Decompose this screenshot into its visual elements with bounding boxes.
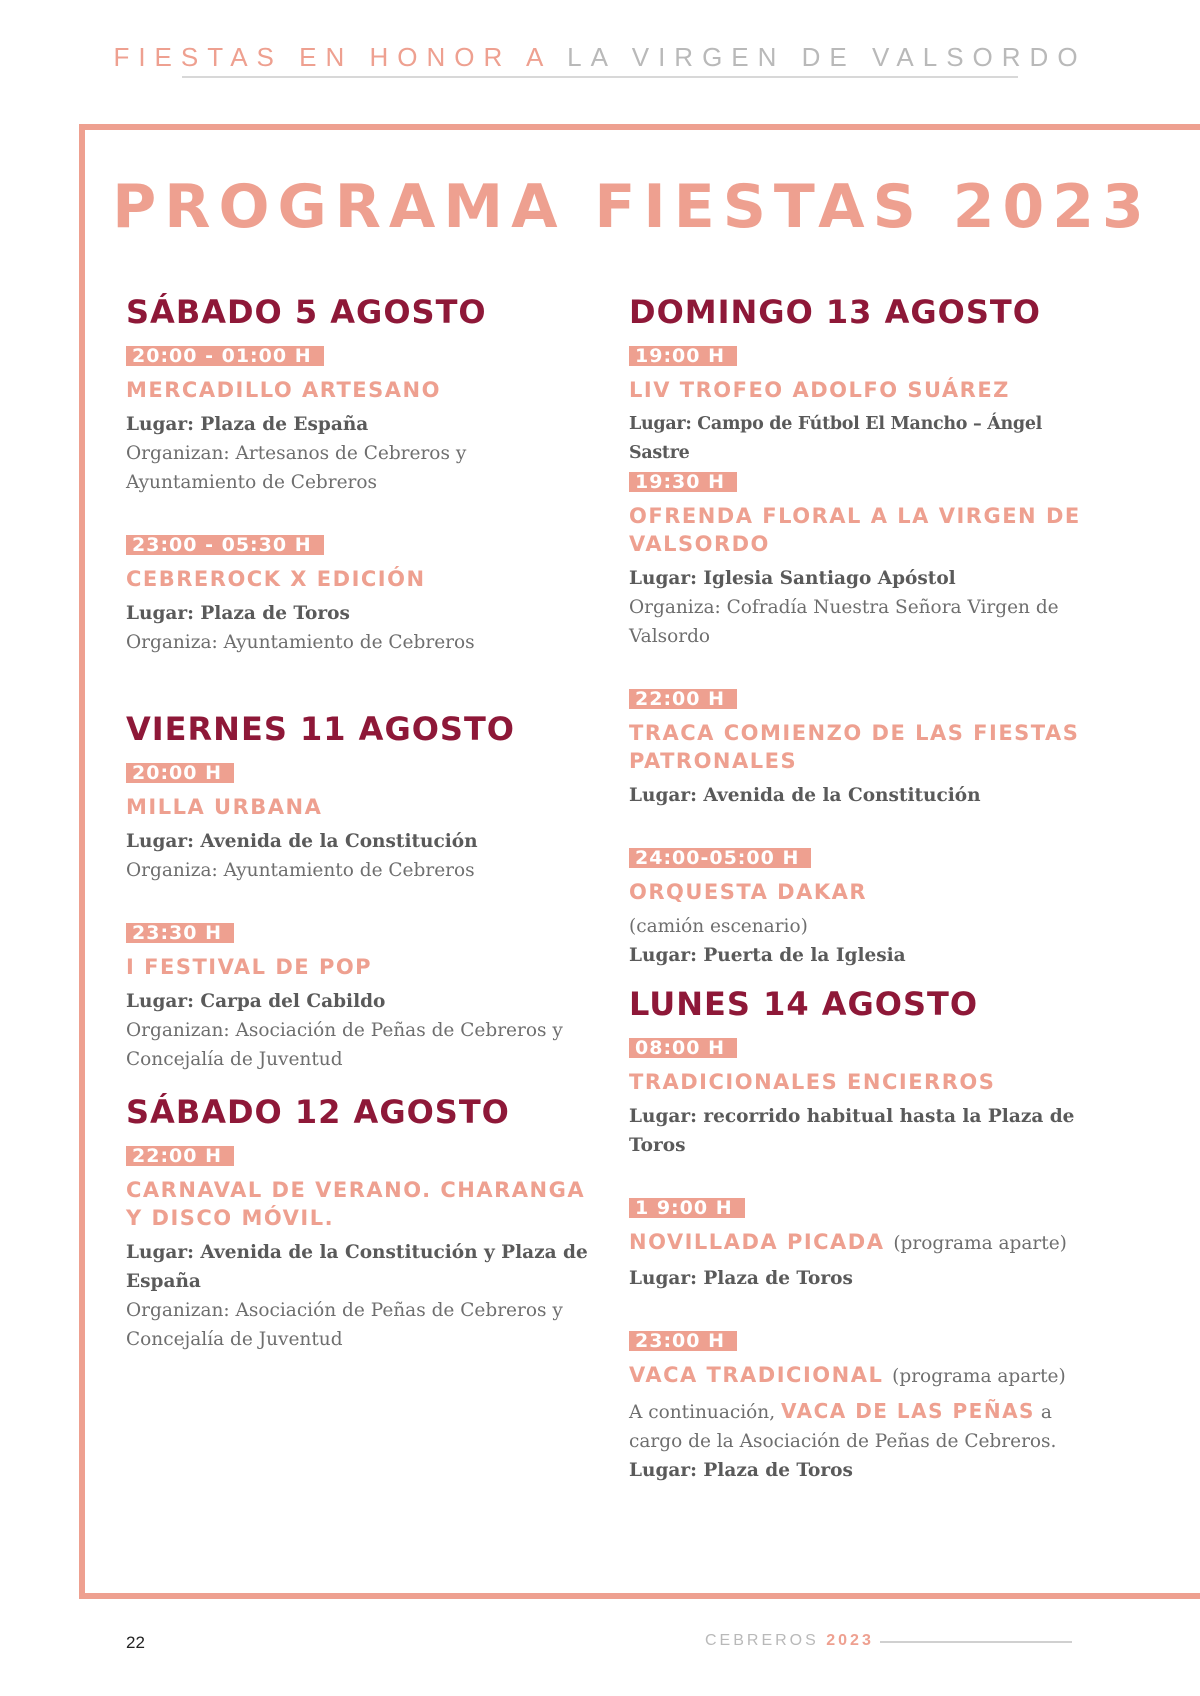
event-description bbox=[629, 1397, 1099, 1456]
event-title: TRADICIONALES ENCIERROS bbox=[629, 1070, 996, 1094]
event-place: Lugar: Avenida de la Constitución bbox=[126, 831, 478, 852]
event-organizer: Organizan: Asociación de Peñas de Cebreros y Concejalía de Juventud bbox=[126, 1300, 563, 1350]
event-title: VACA TRADICIONAL bbox=[629, 1363, 884, 1387]
event-title: ORQUESTA DAKAR bbox=[629, 880, 868, 904]
event-organizer: Organizan: Artesanos de Cebreros y Ayuntamiento de Cebreros bbox=[126, 443, 467, 493]
time-badge: 23:30 H bbox=[126, 923, 234, 943]
day-heading: SÁBADO 12 AGOSTO bbox=[126, 1093, 510, 1131]
event-place: Lugar: Puerta de la Iglesia bbox=[629, 945, 906, 966]
time-badge: 20:00 - 01:00 H bbox=[126, 346, 324, 366]
time-badge: 23:00 - 05:30 H bbox=[126, 535, 324, 555]
event-organizer: Organizan: Asociación de Peñas de Cebreros y Concejalía de Juventud bbox=[126, 1020, 563, 1070]
description-pre: A continuación, bbox=[629, 1402, 781, 1423]
event-title-row bbox=[629, 1361, 1099, 1391]
event-item bbox=[629, 689, 1099, 810]
event-place: Lugar: Avenida de la Constitución y Plaza de España bbox=[126, 1242, 588, 1292]
event-item bbox=[629, 1198, 1099, 1293]
event-title: CARNAVAL DE VERANO. CHARANGA Y DISCO MÓVIL. bbox=[126, 1178, 586, 1230]
event-note: (programa aparte) bbox=[893, 1233, 1067, 1254]
description-highlight: VACA DE LAS PEÑAS bbox=[780, 1399, 1035, 1423]
event-place: Lugar: Carpa del Cabildo bbox=[126, 991, 386, 1012]
event-title: I FESTIVAL DE POP bbox=[126, 955, 373, 979]
header-title bbox=[0, 42, 1200, 73]
page-number: 22 bbox=[126, 1633, 145, 1652]
event-title: LIV TROFEO ADOLFO SUÁREZ bbox=[629, 378, 1010, 402]
event-title: MERCADILLO ARTESANO bbox=[126, 378, 441, 402]
footer-year: 2023 bbox=[826, 1632, 874, 1649]
time-badge: 20:00 H bbox=[126, 763, 234, 783]
event-organizer: Organiza: Ayuntamiento de Cebreros bbox=[126, 860, 475, 881]
header-divider bbox=[182, 76, 1018, 78]
event-item bbox=[629, 848, 1099, 970]
time-badge: 19:30 H bbox=[629, 472, 737, 492]
footer-divider bbox=[880, 1641, 1072, 1643]
event-title-row bbox=[629, 1228, 1099, 1258]
description-post: a cargo de la Asociación de Peñas de Cebreros. bbox=[629, 1402, 1057, 1452]
time-badge: 23:00 H bbox=[629, 1331, 737, 1351]
header-title-part1: FIESTAS EN HONOR A bbox=[113, 42, 568, 72]
event-place: Lugar: Plaza de Toros bbox=[629, 1268, 853, 1289]
event-place: Lugar: Avenida de la Constitución bbox=[629, 785, 981, 806]
event-item bbox=[126, 535, 596, 657]
event-item bbox=[629, 1038, 1099, 1160]
event-place: Lugar: Plaza de España bbox=[126, 414, 369, 435]
time-badge: 22:00 H bbox=[126, 1146, 234, 1166]
event-place: Lugar: Campo de Fútbol El Mancho – Ángel Sastre bbox=[629, 414, 1043, 463]
event-item bbox=[629, 346, 1099, 468]
event-place: Lugar: Iglesia Santiago Apóstol bbox=[629, 568, 956, 589]
day-heading: VIERNES 11 AGOSTO bbox=[126, 710, 515, 748]
time-badge: 24:00-05:00 H bbox=[629, 848, 811, 868]
day-heading: DOMINGO 13 AGOSTO bbox=[629, 293, 1041, 331]
time-badge: 19:00 H bbox=[629, 346, 737, 366]
event-title: TRACA COMIENZO DE LAS FIESTAS PATRONALES bbox=[629, 721, 1080, 773]
event-note: (camión escenario) bbox=[629, 916, 808, 937]
event-title: MILLA URBANA bbox=[126, 795, 323, 819]
footer-brand-text: CEBREROS bbox=[705, 1632, 827, 1649]
event-title: OFRENDA FLORAL A LA VIRGEN DE VALSORDO bbox=[629, 504, 1081, 556]
event-item bbox=[126, 346, 596, 497]
header-title-part2: LA VIRGEN DE VALSORDO bbox=[567, 42, 1087, 72]
day-heading: SÁBADO 5 AGOSTO bbox=[126, 293, 487, 331]
right-column bbox=[629, 292, 1099, 1523]
footer-brand bbox=[705, 1632, 874, 1650]
page-title: PROGRAMA FIESTAS 2023 bbox=[112, 172, 1152, 242]
event-item bbox=[629, 472, 1099, 651]
time-badge: 1 9:00 H bbox=[629, 1198, 745, 1218]
event-place: Lugar: Plaza de Toros bbox=[126, 603, 350, 624]
event-place: Lugar: recorrido habitual hasta la Plaza de Toros bbox=[629, 1106, 1075, 1156]
event-title: CEBREROCK X EDICIÓN bbox=[126, 567, 426, 591]
time-badge: 08:00 H bbox=[629, 1038, 737, 1058]
time-badge: 22:00 H bbox=[629, 689, 737, 709]
event-item bbox=[126, 763, 596, 885]
event-organizer: Organiza: Cofradía Nuestra Señora Virgen de Valsordo bbox=[629, 597, 1059, 647]
event-item bbox=[629, 1331, 1099, 1485]
day-heading: LUNES 14 AGOSTO bbox=[629, 985, 979, 1023]
event-item bbox=[126, 923, 596, 1074]
event-note: (programa aparte) bbox=[892, 1366, 1066, 1387]
event-title: NOVILLADA PICADA bbox=[629, 1230, 885, 1254]
left-column bbox=[126, 292, 596, 1392]
event-organizer: Organiza: Ayuntamiento de Cebreros bbox=[126, 632, 475, 653]
event-place: Lugar: Plaza de Toros bbox=[629, 1460, 853, 1481]
event-item bbox=[126, 1146, 596, 1354]
